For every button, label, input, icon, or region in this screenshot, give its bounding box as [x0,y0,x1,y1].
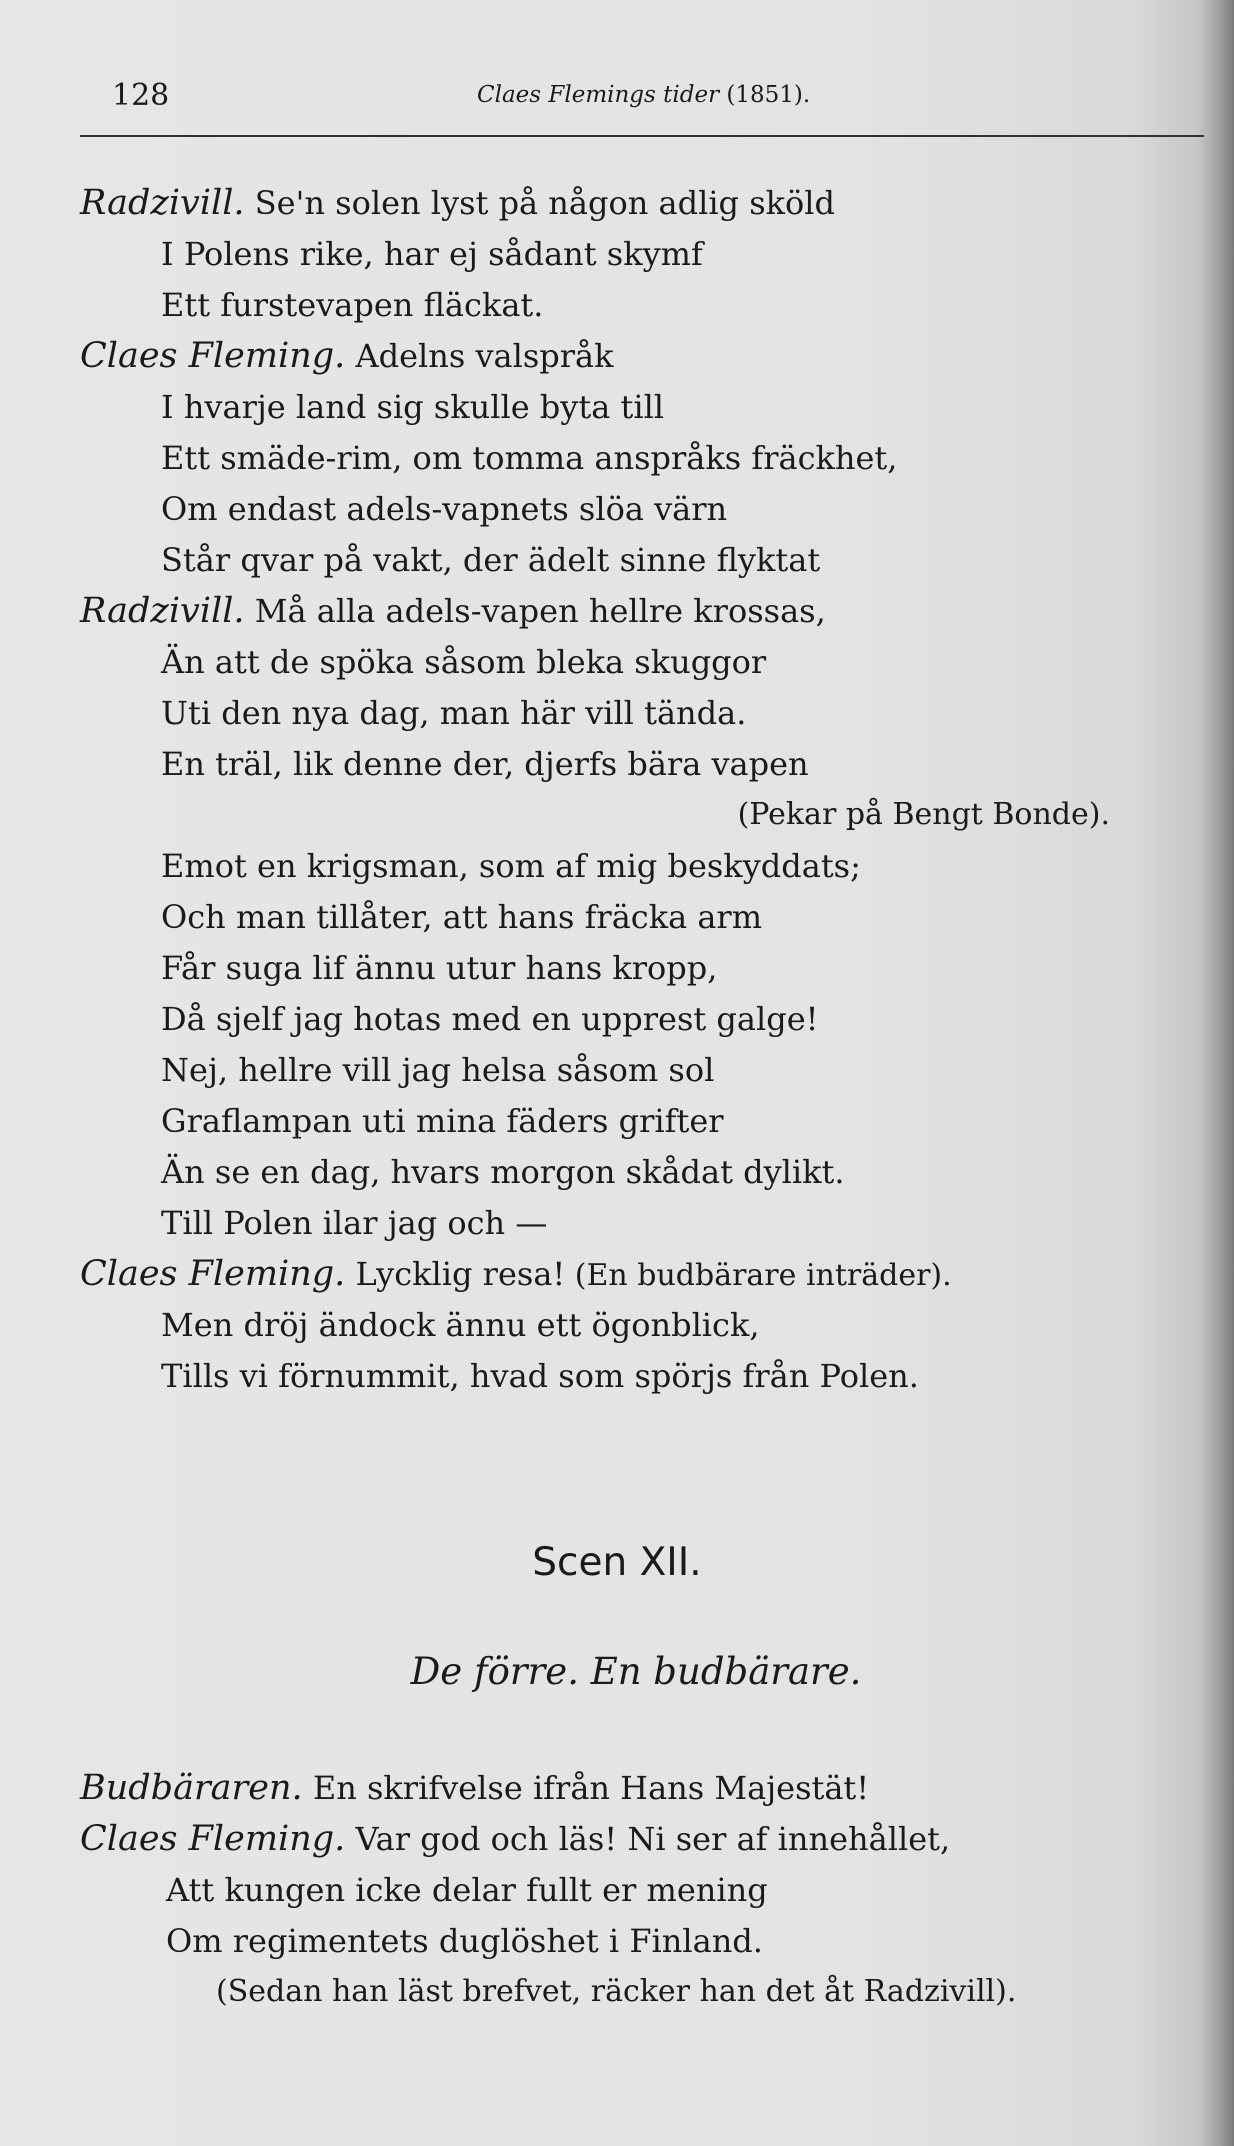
line-text: Lycklig resa! [345,1255,566,1293]
line-text: Ett smäde-rim, om tomma anspråks fräckhet, [161,439,898,477]
verse-line: Får suga lif ännu utur hans kropp, [161,949,718,987]
line-text: En skrifvelse ifrån Hans Majestät! [302,1769,870,1807]
running-title-text: Claes Flemings tider [477,82,720,108]
line-text: Se'n solen lyst på någon adlig sköld [244,184,835,222]
line-text: Adelns valspråk [345,337,614,375]
verse-line [80,1249,952,1299]
verse-line [80,331,614,381]
speaker-name: Claes Fleming. [80,336,346,376]
verse-line [161,688,746,738]
verse-line [161,229,703,279]
line-text: I Polens rike, har ej sådant skymf [161,235,703,273]
verse-line [161,382,664,432]
line-text: Var god och läs! Ni ser af innehållet, [345,1820,951,1858]
verse-line [161,280,543,330]
verse-line: Men dröj ändock ännu ett ögonblick, [161,1306,760,1344]
line-text: Må alla adels-vapen hellre krossas, [244,592,826,630]
verse-line [80,178,835,228]
verse-line: Då sjelf jag hotas med en upprest galge! [161,1000,819,1038]
verse-line [161,535,820,585]
verse-line [80,586,826,636]
verse-line [161,484,727,534]
running-title-year: (1851). [719,82,811,108]
line-text: Ett furstevapen fläckat. [161,286,544,324]
line-text: Att kungen icke delar fullt er mening [166,1871,768,1909]
verse-line [161,739,809,789]
line-text: Om regimentets duglöshet i Finland. [166,1922,763,1960]
running-header [112,78,1202,118]
running-title [477,82,810,108]
verse-line [166,1916,763,1966]
verse-line: Till Polen ilar jag och — [161,1204,548,1242]
verse-line: Nej, hellre vill jag helsa såsom sol [161,1051,715,1089]
line-text: En träl, lik denne der, djerfs bära vapen [161,745,809,783]
stage-direction: (Pekar på Bengt Bonde). [737,797,1110,832]
scene-characters: De förre. En budbärare. [410,1650,862,1693]
verse-line [80,1814,950,1864]
verse-line: Och man tillåter, att hans fräcka arm [161,898,763,936]
speaker-name: Radzivill. [80,591,245,631]
line-text: Om endast adels-vapnets slöa värn [161,490,728,528]
scene-title: Scen XII. [532,1540,702,1585]
verse-line: Än se en dag, hvars morgon skådat dylikt. [161,1153,845,1191]
verse-line: Emot en krigsman, som af mig beskyddats; [161,847,861,885]
line-text: Än att de spöka såsom bleka skuggor [161,643,767,681]
stage-direction: (Sedan han läst brefvet, räcker han det åt Radzivill). [216,1974,1017,2009]
verse-line: Tills vi förnummit, hvad som spörjs från Polen. [161,1357,919,1395]
line-text: Står qvar på vakt, der ädelt sinne flyktat [161,541,821,579]
verse-line [161,637,766,687]
speaker-name: Radzivill. [80,183,245,223]
header-rule [80,135,1204,137]
page-number: 128 [112,78,170,113]
verse-line [166,1865,768,1915]
page-edge-shadow [1198,0,1234,2146]
line-text: Uti den nya dag, man här vill tända. [161,694,747,732]
verse-line [161,433,897,483]
stage-direction: (En budbärare inträder). [565,1258,952,1293]
line-text: I hvarje land sig skulle byta till [161,388,665,426]
verse-line: Graflampan uti mina fäders grifter [161,1102,724,1140]
speaker-name: Claes Fleming. [80,1254,346,1294]
speaker-name: Claes Fleming. [80,1819,346,1859]
verse-line [80,1763,869,1813]
speaker-name: Budbäraren. [80,1768,303,1808]
